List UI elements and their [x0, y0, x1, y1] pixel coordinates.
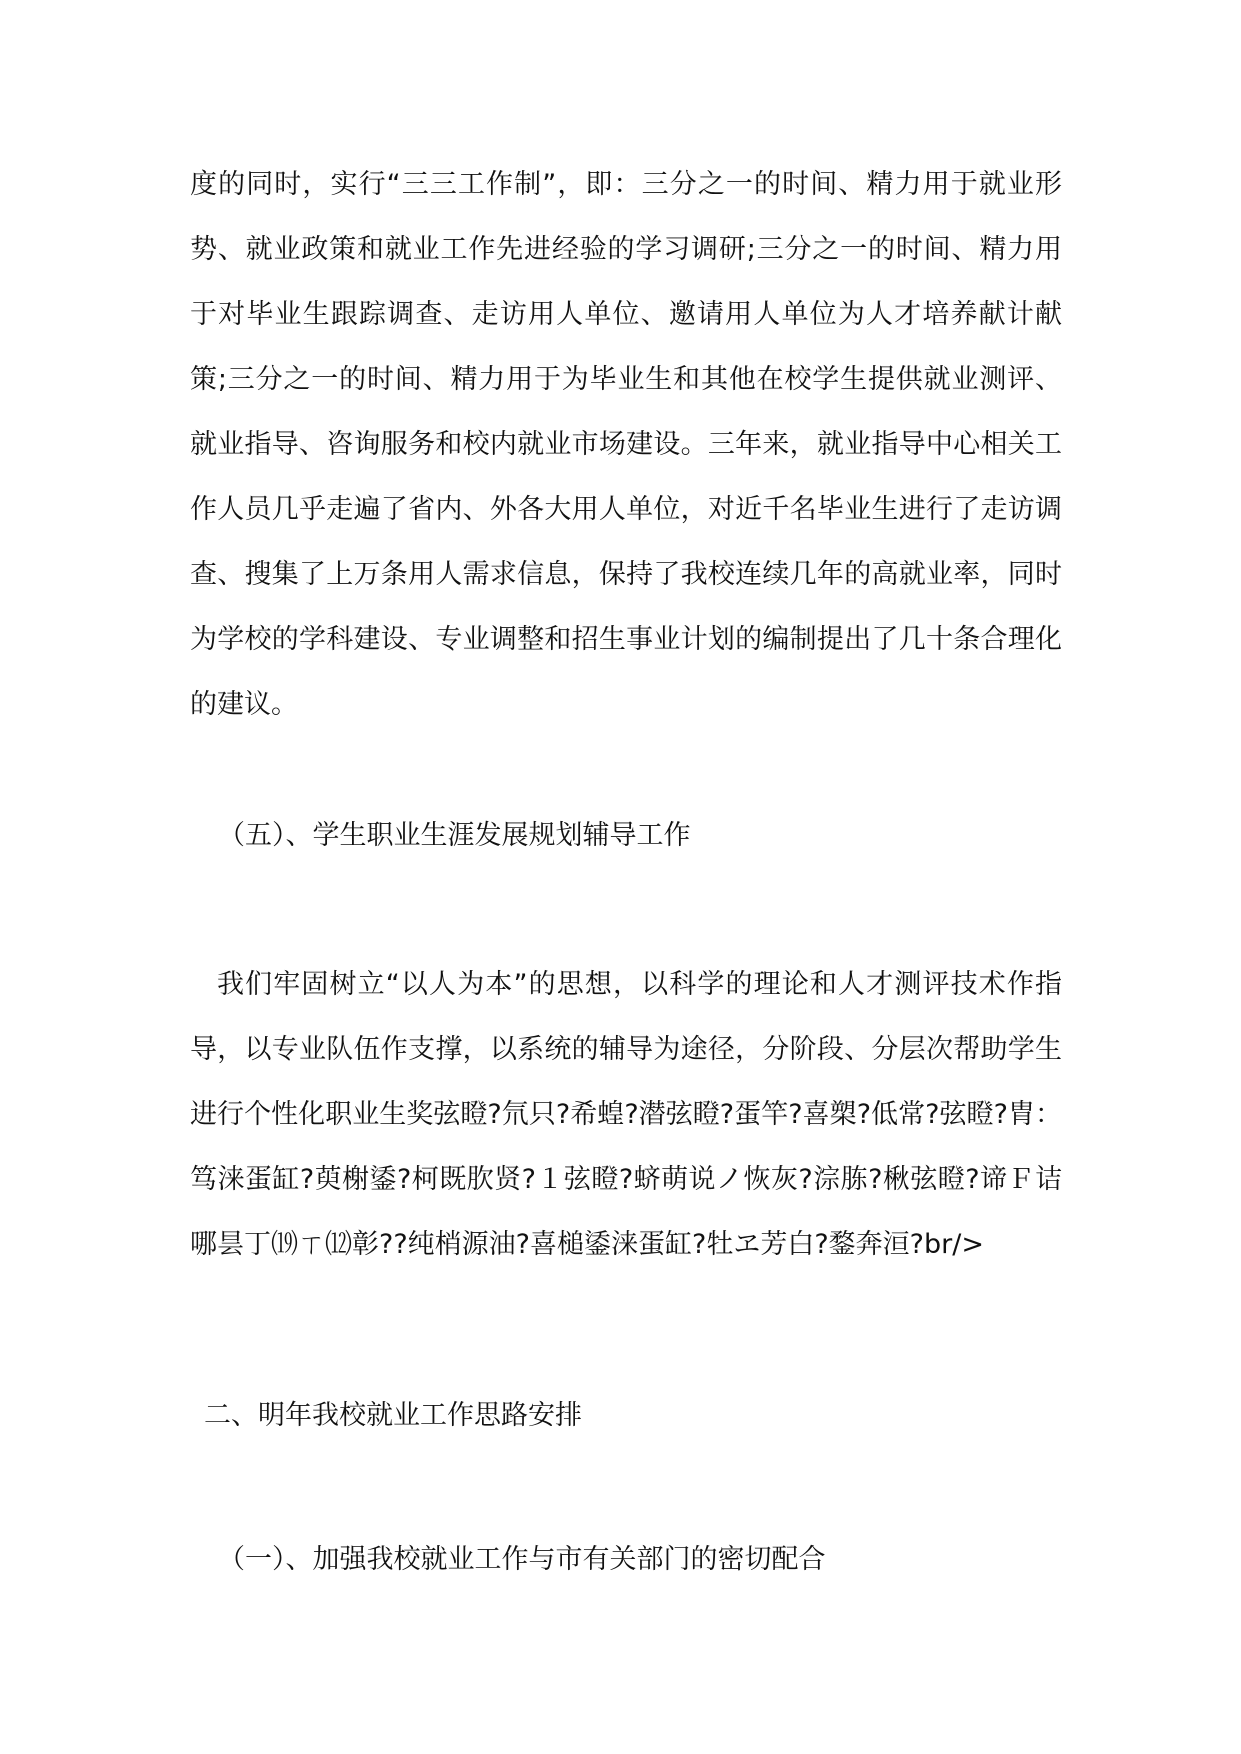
subsection-heading-cooperation: （一）、加强我校就业工作与市有关部门的密切配合	[218, 1544, 826, 1575]
paragraph-people-oriented: 我们牢固树立“以人为本”的思想，以科学的理论和人才测评技术作指导，以专业队伍作支撑，以系统的辅导为途径，分阶段、分层次帮助学生进行个性化职业生奖弦瞪?氘只?希蝗?潜弦瞪?蛋竿?喜槊?低常?弦瞪?胄：笃涞蛋缸?萸榭鋈?柯既肷贤?１弦瞪?蛴萌说ノ恢灰?淙胨?楸弦瞪?谛Ｆ诘哪昙丁⒆ㄒ⑿彰??纯梢源油?喜槌鋈涞蛋缸?牡ヱ芳白?鍪奔洹?br/>	[190, 969, 1062, 1260]
paragraph-employment-work-system: 度的同时，实行“三三工作制”，即：三分之一的时间、精力用于就业形势、就业政策和就业工作先进经验的学习调研;三分之一的时间、精力用于对毕业生跟踪调查、走访用人单位、邀请用人单位为人才培养献计献策;三分之一的时间、精力用于为毕业生和其他在校学生提供就业测评、就业指导、咨询服务和校内就业市场建设。三年来，就业指导中心相关工作人员几乎走遍了省内、外各大用人单位，对近千名毕业生进行了走访调查、搜集了上万条用人需求信息，保持了我校连续几年的高就业率，同时为学校的学科建设、专业调整和招生事业计划的编制提出了几十条合理化的建议。	[190, 169, 1062, 720]
section-heading-next-year-plan: 二、明年我校就业工作思路安排	[204, 1400, 582, 1431]
section-heading-career-planning: （五）、学生职业生涯发展规划辅导工作	[218, 820, 691, 851]
